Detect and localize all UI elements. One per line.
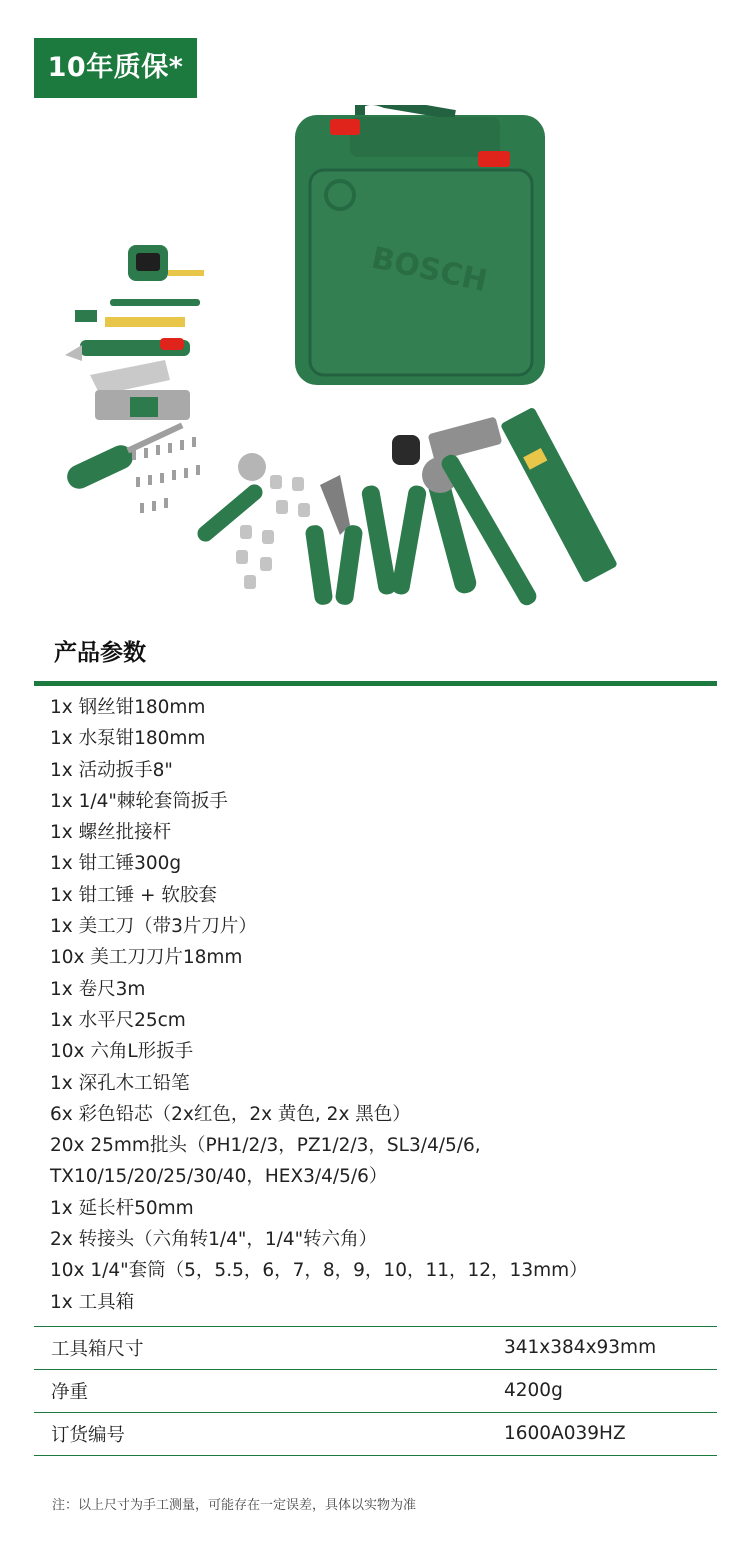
spec-key: 订货编号 (51, 1425, 126, 1446)
spec-row-order-number (34, 1412, 717, 1456)
tool-case (295, 105, 545, 385)
list-item: 10x 六角L形扳手 (50, 1041, 194, 1063)
spec-key: 工具箱尺寸 (51, 1339, 144, 1360)
list-item: 20x 25mm批头（PH1/2/3，PZ1/2/3，SL3/4/5/6, (50, 1135, 481, 1157)
water-pump-pliers-icon (361, 484, 428, 595)
rubber-cover-icon (392, 435, 420, 465)
spec-value: 1600A039HZ (504, 1423, 626, 1444)
list-item: 2x 转接头（六角转1/4"，1/4"转六角） (50, 1229, 378, 1251)
spec-table (34, 1326, 717, 1456)
list-item: 6x 彩色铅芯（2x红色，2x 黄色, 2x 黑色） (50, 1103, 411, 1125)
list-item: 1x 钳工锤300g (50, 853, 182, 875)
list-item: 10x 1/4"套筒（5，5.5，6，7，8，9，10，11，12，13mm） (50, 1260, 588, 1282)
list-item: 1x 卷尺3m (50, 978, 146, 1000)
list-item: 1x 1/4"棘轮套筒扳手 (50, 790, 228, 812)
contents-list (50, 692, 720, 1318)
list-item: 1x 工具箱 (50, 1291, 135, 1313)
spec-value: 341x384x93mm (504, 1337, 657, 1358)
ratchet-icon (194, 453, 266, 545)
list-item: 1x 水平尺25cm (50, 1009, 186, 1031)
screwdriver-icon (63, 423, 183, 493)
warranty-badge: 10年质保* (34, 38, 197, 98)
list-item: 1x 深孔木工铅笔 (50, 1072, 190, 1094)
list-item: TX10/15/20/25/30/40，HEX3/4/5/6） (50, 1166, 388, 1188)
list-item: 1x 延长杆50mm (50, 1197, 194, 1219)
list-item: 1x 美工刀（带3片刀片） (50, 916, 257, 938)
section-divider (34, 681, 717, 686)
list-item: 1x 钢丝钳180mm (50, 697, 206, 718)
section-title: 产品参数 (54, 640, 146, 666)
bit-set-icon (132, 437, 200, 513)
spec-row-dimensions (34, 1326, 717, 1369)
list-item: 1x 钳工锤 + 软胶套 (50, 884, 217, 906)
spec-row-weight (34, 1369, 717, 1412)
product-image (40, 105, 700, 635)
spec-value: 4200g (504, 1380, 563, 1401)
pliers-icon (305, 475, 364, 606)
hex-key-set-icon (95, 390, 190, 420)
utility-knife-icon (65, 338, 190, 361)
case-brand-text: BOSCH (368, 240, 491, 300)
spec-key: 净重 (51, 1382, 89, 1403)
tape-measure-icon (128, 245, 204, 281)
footnote: 注：以上尺寸为手工测量，可能存在一定误差，具体以实物为准 (52, 1498, 417, 1513)
spirit-level-icon (500, 407, 618, 584)
list-item: 1x 活动扳手8" (50, 759, 173, 781)
pencil-icon (110, 299, 200, 306)
list-item: 10x 美工刀刀片18mm (50, 947, 243, 969)
list-item: 1x 螺丝批接杆 (50, 822, 172, 844)
list-item: 1x 水泵钳180mm (50, 728, 206, 750)
